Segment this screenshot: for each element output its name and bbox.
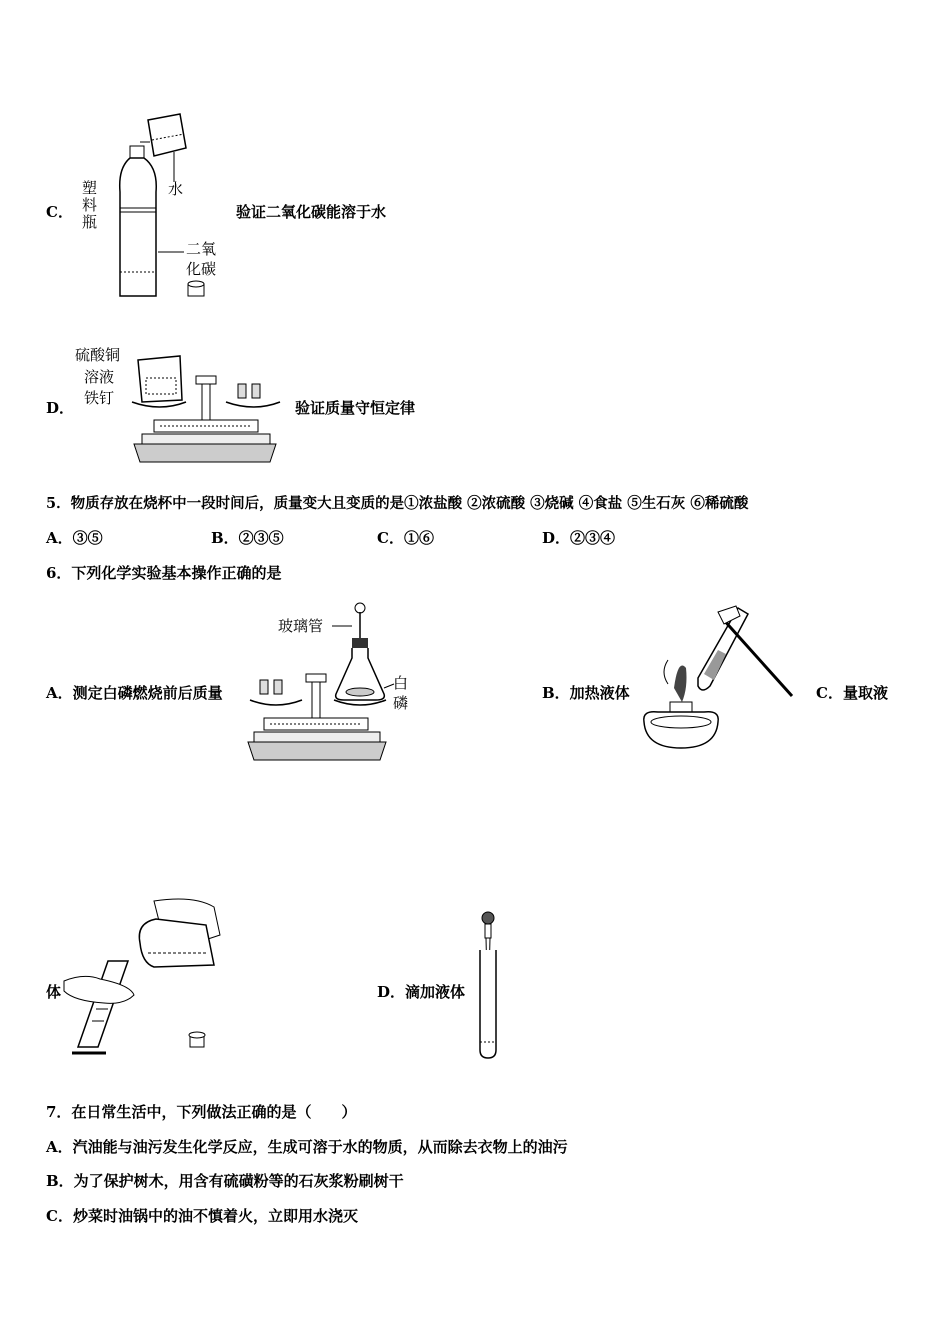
- label-solution: 溶液: [84, 368, 115, 386]
- label-copper-sulfate: 硫酸铜: [75, 346, 121, 364]
- q6-option-a: A．测定白磷燃烧前后质量: [46, 684, 223, 702]
- q6-option-d: D．滴加液体: [377, 983, 466, 1001]
- q5-option-b: B．②③⑤: [211, 529, 284, 547]
- label-glass-tube: 玻璃管: [278, 617, 324, 635]
- q5-option-c: C．①⑥: [377, 529, 434, 547]
- balance-figure-d: [130, 350, 280, 465]
- label-co2-line1: 二氧: [186, 240, 217, 258]
- q6-stem: 6．下列化学实验基本操作正确的是: [46, 564, 282, 582]
- option-c-letter: C．: [46, 203, 73, 221]
- label-plastic-bottle: 塑料瓶: [80, 180, 98, 231]
- measuring-liquid-figure: [64, 895, 224, 1060]
- label-white-p-1: 白: [393, 674, 409, 692]
- label-co2-line2: 化碳: [186, 260, 217, 278]
- q6-option-b: B．加热液体: [542, 684, 630, 702]
- q7-option-c: C．炒菜时油锅中的油不慎着火，立即用水浇灭: [46, 1207, 358, 1225]
- heating-liquid-figure: [638, 598, 798, 756]
- q5-option-a: A．③⑤: [46, 529, 103, 547]
- q6-option-c-part2: 体: [46, 983, 62, 1001]
- q5-option-d: D．②③④: [542, 529, 616, 547]
- option-c-caption: 验证二氧化碳能溶于水: [236, 203, 387, 221]
- label-water: 水: [168, 180, 184, 198]
- label-iron-nail: 铁钉: [84, 389, 115, 407]
- option-d-caption: 验证质量守恒定律: [295, 399, 416, 417]
- q5-stem: 5．物质存放在烧杯中一段时间后，质量变大且变质的是①浓盐酸 ②浓硫酸 ③烧碱 ④食盐 ⑤生石灰 ⑥稀硫酸: [46, 495, 749, 512]
- option-d-letter: D．: [46, 399, 75, 417]
- dropper-figure: [476, 910, 500, 1060]
- q7-stem: 7．在日常生活中，下列做法正确的是（ ）: [46, 1103, 357, 1121]
- label-white-p-2: 磷: [393, 694, 409, 712]
- q6-option-c-part1: C．量取液: [816, 684, 888, 702]
- q7-option-b: B．为了保护树木，用含有硫磺粉等的石灰浆粉刷树干: [46, 1172, 404, 1190]
- q7-option-a: A．汽油能与油污发生化学反应，生成可溶于水的物质，从而除去衣物上的油污: [46, 1138, 568, 1156]
